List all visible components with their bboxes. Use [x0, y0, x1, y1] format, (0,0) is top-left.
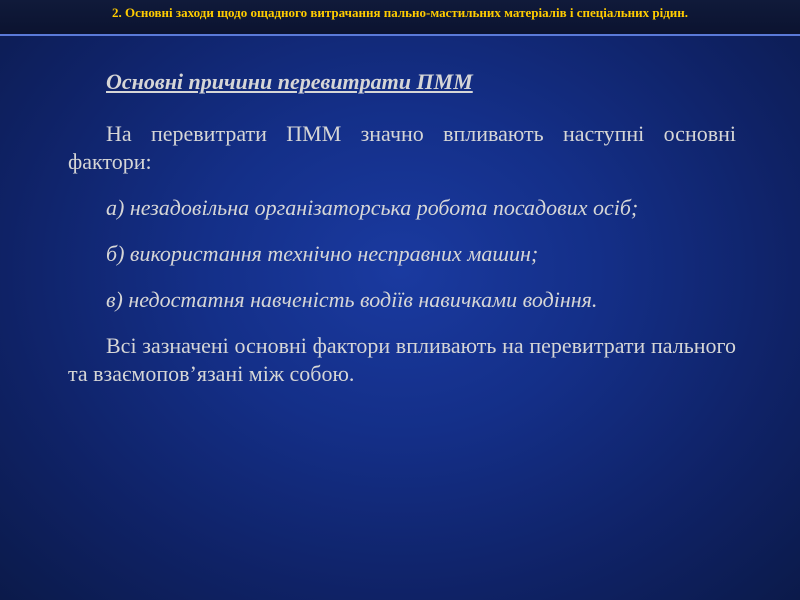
factor-item-b: б) використання технічно несправних машин; [106, 241, 539, 266]
factor-item-a: а) незадовільна організаторська робота посадових осіб; [106, 195, 639, 220]
conclusion-paragraph: Всі зазначені основні фактори впливають на перевитрати пального та взаємопов’язані між собою. [68, 333, 736, 386]
section-heading: Основні причини перевитрати ПММ [106, 69, 473, 94]
factor-item-c: в) недостатня навченість водіїв навичками водіння. [106, 287, 598, 312]
slide-content [68, 68, 736, 406]
intro-paragraph: На перевитрати ПММ значно впливають наступні основні фактори: [68, 121, 736, 174]
top-bar [0, 0, 800, 36]
slide-header-title: 2. Основні заходи щодо ощадного витрачання пально-мастильних матеріалів і спеціальних рідин. [111, 5, 689, 20]
